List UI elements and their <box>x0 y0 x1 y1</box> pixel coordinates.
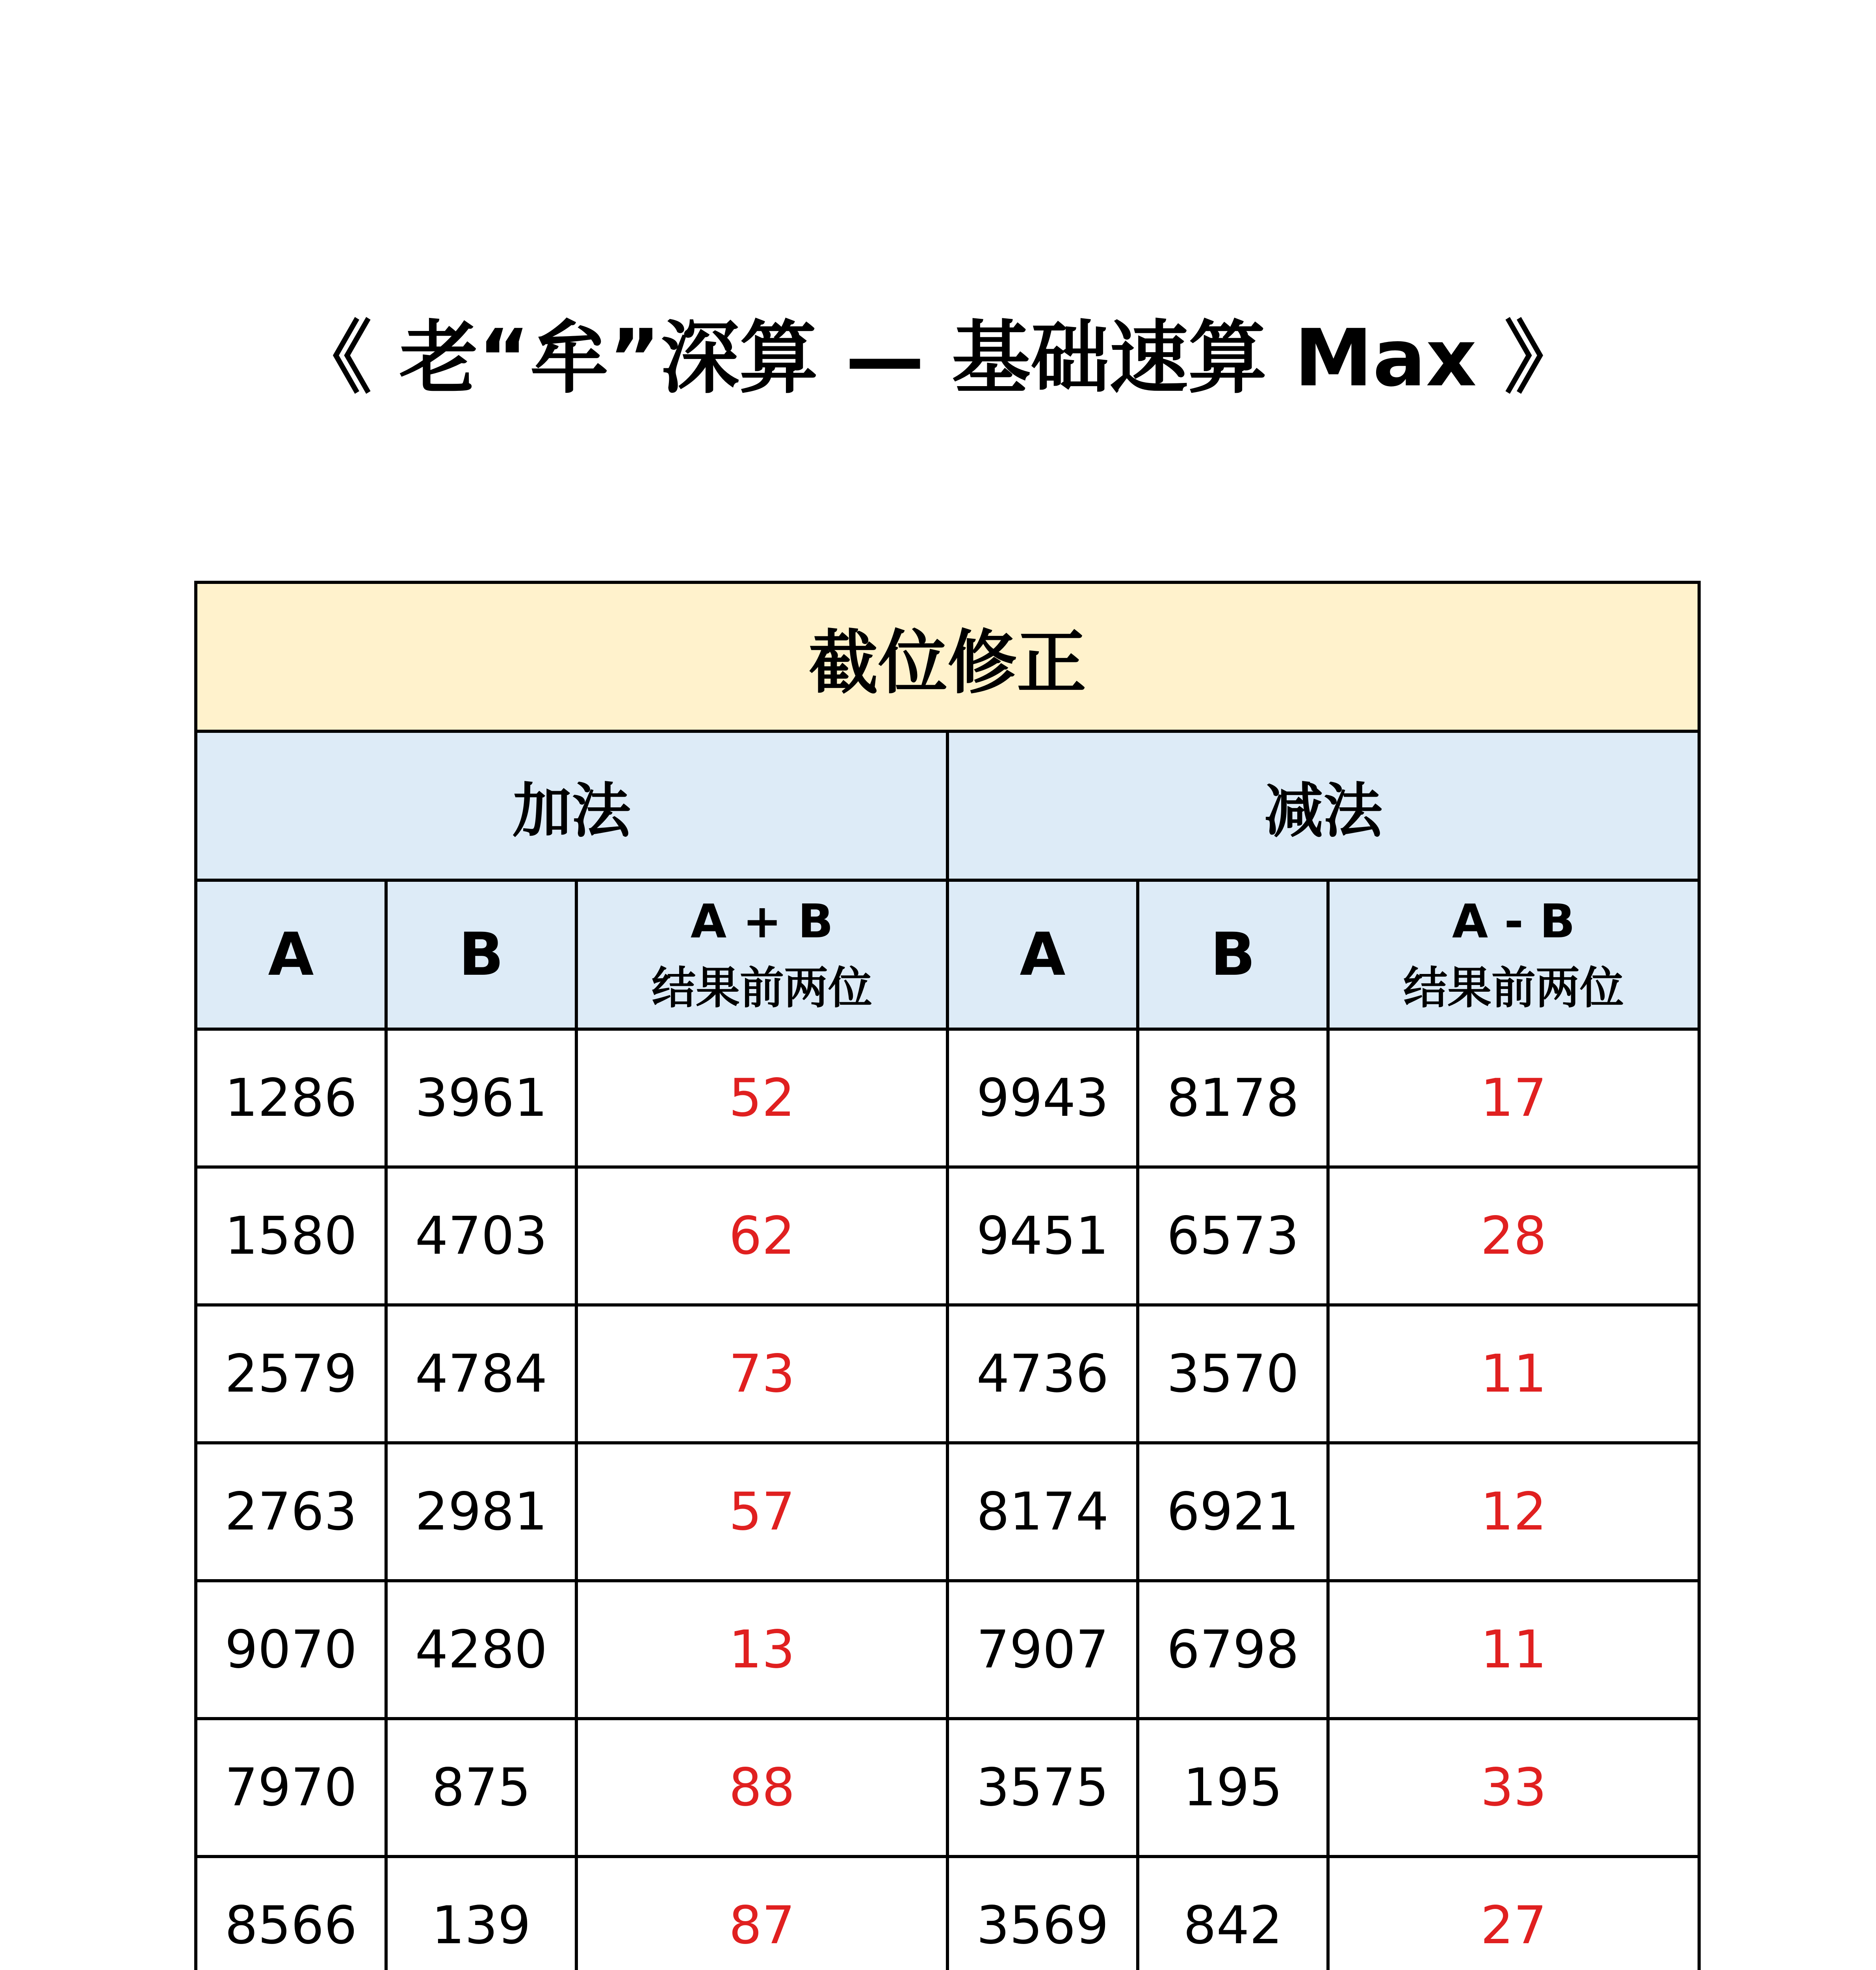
add-b-cell: 875 <box>386 1719 576 1857</box>
sub-result-cell: 11 <box>1328 1305 1699 1443</box>
subtraction-group-header: 减法 <box>947 731 1699 880</box>
add-result-header <box>576 880 947 1029</box>
sub-b-header: B <box>1138 880 1328 1029</box>
add-result-cell: 52 <box>576 1029 947 1167</box>
sub-a-header: A <box>947 880 1138 1029</box>
add-b-cell: 4703 <box>386 1167 576 1305</box>
add-b-cell: 2981 <box>386 1443 576 1581</box>
addition-group-header: 加法 <box>196 731 947 880</box>
table-row <box>196 1719 1699 1857</box>
sub-b-cell: 6573 <box>1138 1167 1328 1305</box>
sub-result-cell: 12 <box>1328 1443 1699 1581</box>
sub-a-cell: 4736 <box>947 1305 1138 1443</box>
add-b-cell: 139 <box>386 1857 576 1970</box>
sub-a-cell: 8174 <box>947 1443 1138 1581</box>
sub-a-cell: 9943 <box>947 1029 1138 1167</box>
table-row <box>196 1581 1699 1719</box>
sub-result-cell: 33 <box>1328 1719 1699 1857</box>
table-row <box>196 1857 1699 1970</box>
column-header-row <box>196 880 1699 1029</box>
sub-a-cell: 9451 <box>947 1167 1138 1305</box>
sub-b-cell: 3570 <box>1138 1305 1328 1443</box>
sub-a-cell: 3569 <box>947 1857 1138 1970</box>
add-result-cell: 57 <box>576 1443 947 1581</box>
sub-result-cell: 11 <box>1328 1581 1699 1719</box>
add-a-cell: 8566 <box>196 1857 386 1970</box>
add-a-cell: 2763 <box>196 1443 386 1581</box>
sub-b-cell: 195 <box>1138 1719 1328 1857</box>
add-result-note: 结果前两位 <box>652 963 872 1014</box>
sub-a-cell: 7907 <box>947 1581 1138 1719</box>
sub-a-cell: 3575 <box>947 1719 1138 1857</box>
worksheet-table <box>194 581 1701 1970</box>
add-result-cell: 13 <box>576 1581 947 1719</box>
sub-result-cell: 27 <box>1328 1857 1699 1970</box>
add-result-cell: 73 <box>576 1305 947 1443</box>
table-row <box>196 1305 1699 1443</box>
add-a-header: A <box>196 880 386 1029</box>
sub-result-note: 结果前两位 <box>1403 963 1624 1014</box>
add-a-cell: 1580 <box>196 1167 386 1305</box>
sub-result-header <box>1328 880 1699 1029</box>
page-title: 《 老“牟”深算 — 基础速算 Max 》 <box>293 312 1583 404</box>
sub-b-cell: 842 <box>1138 1857 1328 1970</box>
add-a-cell: 9070 <box>196 1581 386 1719</box>
banner-row <box>196 582 1699 731</box>
table-row <box>196 1029 1699 1167</box>
sub-b-cell: 6921 <box>1138 1443 1328 1581</box>
sub-b-cell: 6798 <box>1138 1581 1328 1719</box>
add-result-formula: A + B <box>690 894 834 948</box>
add-result-cell: 62 <box>576 1167 947 1305</box>
sub-b-cell: 8178 <box>1138 1029 1328 1167</box>
sub-result-cell: 28 <box>1328 1167 1699 1305</box>
add-b-cell: 4784 <box>386 1305 576 1443</box>
group-header-row <box>196 731 1699 880</box>
add-a-cell: 7970 <box>196 1719 386 1857</box>
add-a-cell: 2579 <box>196 1305 386 1443</box>
add-result-cell: 88 <box>576 1719 947 1857</box>
add-b-header: B <box>386 880 576 1029</box>
table-banner: 截位修正 <box>196 582 1699 731</box>
table-row <box>196 1443 1699 1581</box>
add-result-cell: 87 <box>576 1857 947 1970</box>
sub-result-cell: 17 <box>1328 1029 1699 1167</box>
add-b-cell: 3961 <box>386 1029 576 1167</box>
add-b-cell: 4280 <box>386 1581 576 1719</box>
table-row <box>196 1167 1699 1305</box>
add-a-cell: 1286 <box>196 1029 386 1167</box>
sub-result-formula: A - B <box>1452 894 1575 948</box>
